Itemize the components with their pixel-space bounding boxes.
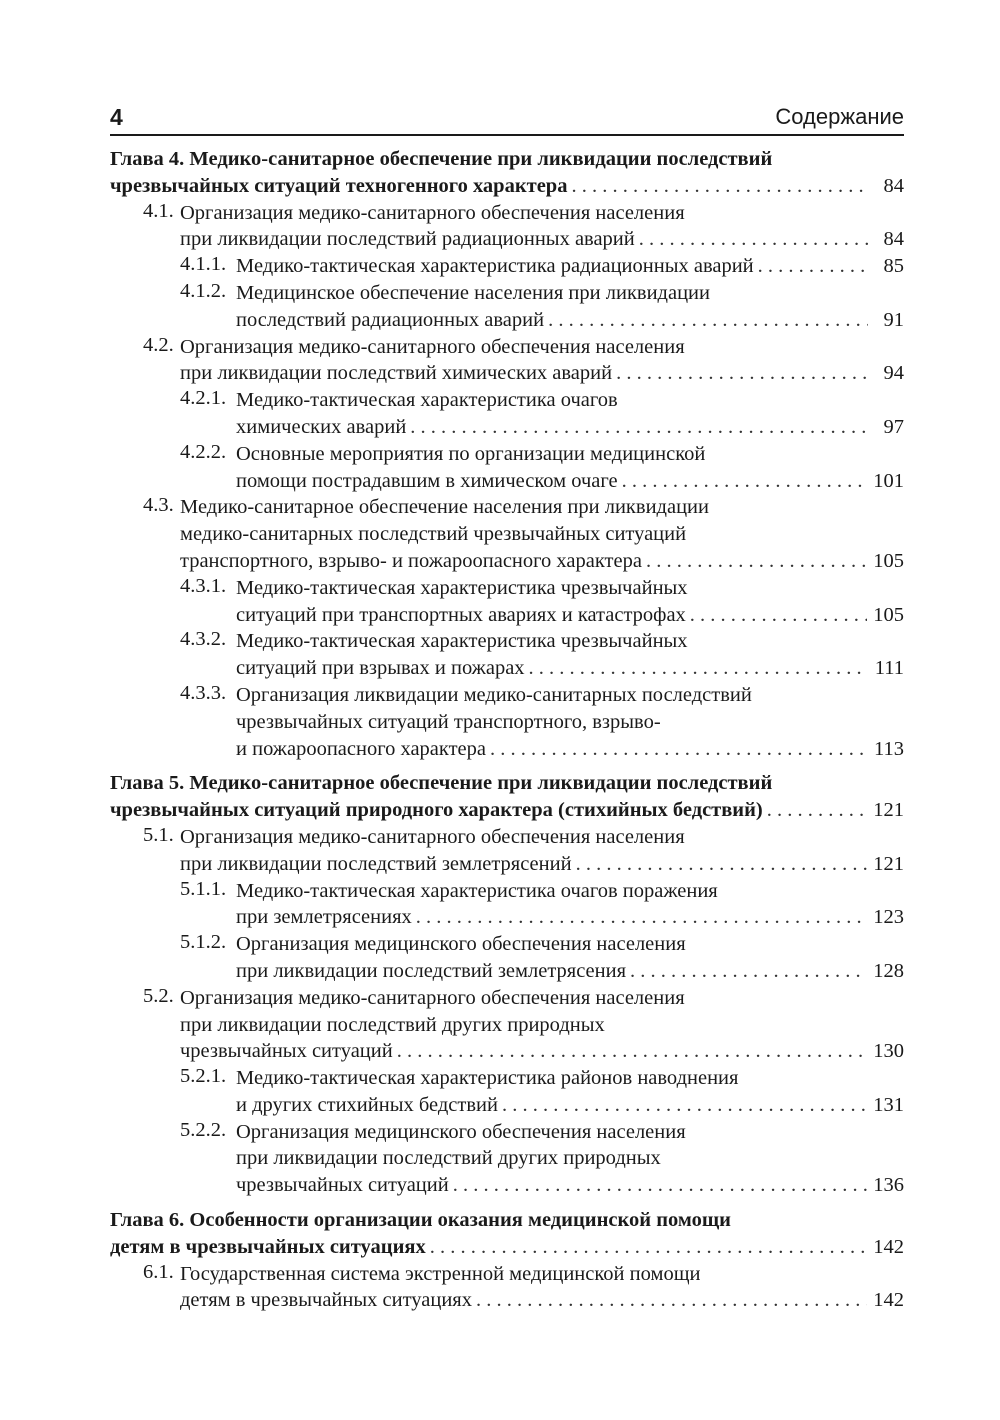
toc-page-number: 105 — [873, 549, 904, 572]
toc-section-entry — [110, 1261, 904, 1315]
toc-entry-text: детям в чрезвычайных ситуациях — [110, 1235, 426, 1258]
toc-leader-dots — [410, 414, 868, 441]
toc-page-number: 123 — [873, 906, 904, 929]
toc-entry-text: Медико-санитарное обеспечение населения при ликвидации — [180, 496, 709, 519]
toc-section-entry — [110, 575, 904, 629]
toc-leader-dots — [646, 548, 867, 575]
toc-entry-text: Медико-тактическая характеристика очагов — [236, 389, 618, 412]
toc-leader-dots — [690, 602, 867, 629]
toc-entry-text: последствий радиационных аварий — [236, 308, 545, 331]
toc-entry-number: 4.2. — [143, 333, 174, 356]
toc-leader-dots — [767, 797, 867, 824]
toc-entry-text: химических аварий — [236, 415, 407, 438]
toc-entry-text: при ликвидации последствий других природных — [180, 1013, 605, 1036]
toc-leader-dots — [622, 468, 868, 495]
toc-section-entry — [110, 494, 904, 574]
toc-page-number: 142 — [873, 1289, 904, 1312]
toc-entry-text: при ликвидации последствий землетрясения — [236, 959, 627, 982]
toc-page-number: 105 — [873, 603, 904, 626]
toc-entry-text: Медицинское обеспечение населения при ликвидации — [236, 281, 711, 304]
toc-page-number: 111 — [874, 657, 904, 680]
toc-section-entry — [110, 1065, 904, 1119]
toc-entry-number: 4.3. — [143, 494, 174, 517]
toc-section-entry — [110, 441, 904, 495]
toc-entry-number: 4.1. — [143, 199, 174, 222]
toc-page-number: 84 — [883, 228, 904, 251]
toc-page-number: 85 — [883, 255, 904, 278]
toc-page-number: 84 — [883, 174, 904, 197]
toc-entry-number: 4.3.2. — [180, 628, 227, 651]
table-of-contents — [110, 144, 904, 1314]
toc-entry-text: детям в чрезвычайных ситуациях — [180, 1289, 472, 1312]
book-page — [110, 0, 904, 1420]
toc-page-number: 128 — [873, 959, 904, 982]
toc-page-number: 101 — [873, 469, 904, 492]
toc-entry-text: и пожароопасного характера — [236, 737, 487, 760]
toc-entry-text: ситуаций при транспортных авариях и катастрофах — [236, 603, 686, 626]
toc-leader-dots — [616, 360, 868, 387]
toc-entry-number: 6.1. — [143, 1260, 174, 1283]
toc-entry-text: Организация медико-санитарного обеспечения населения — [180, 825, 685, 848]
toc-entry-text: чрезвычайных ситуаций транспортного, взрыво- — [236, 710, 661, 733]
toc-entry-text: ситуаций при взрывах и пожарах — [236, 657, 525, 680]
toc-chapter-entry — [110, 770, 904, 824]
toc-leader-dots — [576, 851, 868, 878]
toc-leader-dots — [397, 1038, 868, 1065]
toc-page-number: 113 — [874, 737, 904, 760]
toc-page-number: 91 — [883, 308, 904, 331]
toc-leader-dots — [639, 226, 868, 253]
toc-page-number: 121 — [873, 852, 904, 875]
toc-leader-dots — [430, 1234, 868, 1261]
toc-leader-dots — [453, 1172, 868, 1199]
toc-entry-text: и других стихийных бедствий — [236, 1093, 498, 1116]
toc-section-entry — [110, 253, 904, 280]
toc-section-entry — [110, 628, 904, 682]
toc-entry-number: 4.2.2. — [180, 440, 227, 463]
toc-entry-text: при землетрясениях — [236, 906, 412, 929]
toc-page-number: 121 — [873, 799, 904, 822]
toc-entry-text: Медико-тактическая характеристика очагов поражения — [236, 879, 718, 902]
toc-entry-text: Организация ликвидации медико-санитарных последствий — [236, 683, 752, 706]
toc-leader-dots — [529, 655, 868, 682]
toc-chapter-entry — [110, 1207, 904, 1261]
toc-leader-dots — [490, 736, 868, 763]
toc-entry-text: чрезвычайных ситуаций техногенного характера — [110, 174, 568, 197]
toc-entry-number: 5.2.1. — [180, 1065, 227, 1088]
toc-page-number: 97 — [883, 415, 904, 438]
toc-section-entry — [110, 334, 904, 388]
toc-entry-text: при ликвидации последствий землетрясений — [180, 852, 572, 875]
toc-entry-text: Организация медико-санитарного обеспечения населения — [180, 201, 685, 224]
toc-entry-text: Медико-тактическая характеристика радиационных аварий — [236, 255, 754, 278]
toc-section-entry — [110, 387, 904, 441]
toc-section-entry — [110, 985, 904, 1065]
toc-entry-text: Организация медицинского обеспечения населения — [236, 933, 686, 956]
toc-entry-text: при ликвидации последствий других природных — [236, 1147, 661, 1170]
toc-entry-text: Государственная система экстренной медицинской помощи — [180, 1262, 701, 1285]
toc-entry-text: чрезвычайных ситуаций — [180, 1040, 393, 1063]
toc-entry-number: 5.2.2. — [180, 1118, 227, 1141]
toc-page-number: 131 — [873, 1093, 904, 1116]
toc-entry-number: 5.1.1. — [180, 877, 227, 900]
toc-entry-text: транспортного, взрыво- и пожароопасного характера — [180, 549, 642, 572]
toc-entry-number: 4.1.2. — [180, 279, 227, 302]
toc-entry-text: Основные мероприятия по организации медицинской — [236, 442, 706, 465]
section-title: Содержание — [775, 104, 904, 129]
toc-leader-dots — [416, 904, 867, 931]
toc-entry-text: Глава 4. Медико-санитарное обеспечение при ликвидации последствий — [110, 148, 773, 170]
toc-leader-dots — [476, 1287, 867, 1314]
toc-section-entry — [110, 1119, 904, 1199]
toc-entry-text: Организация медико-санитарного обеспечения населения — [180, 335, 685, 358]
toc-leader-dots — [502, 1092, 867, 1119]
toc-entry-text: чрезвычайных ситуаций природного характера (стихийных бедствий) — [110, 799, 763, 822]
toc-entry-text: Организация медицинского обеспечения населения — [236, 1120, 686, 1143]
toc-entry-number: 4.3.3. — [180, 681, 227, 704]
toc-section-entry — [110, 280, 904, 334]
toc-entry-text: Глава 6. Особенности организации оказания медицинской помощи — [110, 1209, 731, 1232]
toc-entry-text: Медико-тактическая характеристика районов наводнения — [236, 1067, 739, 1090]
toc-entry-text: Медико-тактическая характеристика чрезвычайных — [236, 630, 688, 653]
running-header — [110, 100, 904, 136]
toc-page-number: 142 — [873, 1235, 904, 1258]
toc-entry-number: 5.2. — [143, 984, 174, 1007]
toc-section-entry — [110, 931, 904, 985]
toc-entry-text: помощи пострадавшим в химическом очаге — [236, 469, 618, 492]
toc-entry-text: Организация медико-санитарного обеспечения населения — [180, 986, 685, 1009]
toc-leader-dots — [758, 253, 868, 280]
toc-page-number: 130 — [873, 1040, 904, 1063]
toc-leader-dots — [548, 307, 868, 334]
toc-entry-number: 5.1. — [143, 823, 174, 846]
toc-chapter-entry — [110, 146, 904, 200]
page-number: 4 — [110, 104, 123, 130]
toc-page-number: 136 — [873, 1174, 904, 1197]
toc-section-entry — [110, 878, 904, 932]
toc-entry-number: 4.1.1. — [180, 253, 227, 276]
toc-section-entry — [110, 200, 904, 254]
toc-entry-text: чрезвычайных ситуаций — [236, 1174, 449, 1197]
toc-entry-number: 4.3.1. — [180, 574, 227, 597]
toc-leader-dots — [571, 173, 868, 200]
toc-entry-number: 5.1.2. — [180, 931, 227, 954]
toc-entry-text: при ликвидации последствий радиационных аварий — [180, 228, 635, 251]
toc-section-entry — [110, 682, 904, 762]
toc-entry-number: 4.2.1. — [180, 387, 227, 410]
toc-entry-text: при ликвидации последствий химических аварий — [180, 362, 613, 385]
toc-section-entry — [110, 824, 904, 878]
toc-entry-text: медико-санитарных последствий чрезвычайных ситуаций — [180, 523, 687, 546]
toc-entry-text: Глава 5. Медико-санитарное обеспечение при ликвидации последствий — [110, 772, 773, 795]
toc-leader-dots — [630, 958, 867, 985]
toc-entry-text: Медико-тактическая характеристика чрезвычайных — [236, 576, 688, 599]
toc-page-number: 94 — [883, 362, 904, 385]
